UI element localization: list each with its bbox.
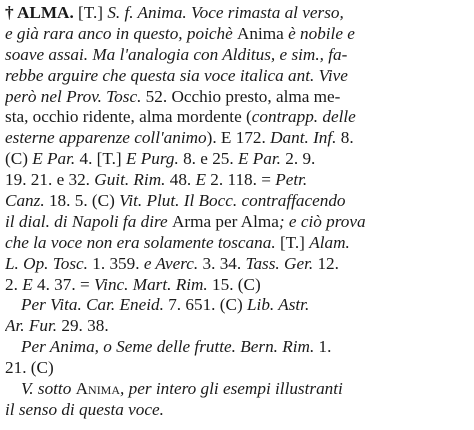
text-segment: Anima <box>237 23 284 43</box>
text-segment: 1. 359. <box>87 253 144 273</box>
entry-line <box>5 149 473 170</box>
entry-line <box>5 128 473 149</box>
text-segment: E Par. <box>237 149 281 169</box>
text-segment: 2. <box>5 274 23 294</box>
text-segment: E Purg. <box>125 149 179 169</box>
entry-line <box>5 170 473 191</box>
entry-line <box>5 212 473 233</box>
text-segment: 19. 21. e 32. <box>5 170 95 190</box>
text-segment: Vit. Plut. Il Bocc. contraffacendo <box>119 191 346 211</box>
text-segment: Anima <box>75 379 121 399</box>
text-segment: e Averc. <box>143 253 199 273</box>
text-segment: † ALMA. <box>5 3 74 22</box>
text-segment: L. Op. Tosc. <box>5 253 88 273</box>
entry-line <box>5 295 473 316</box>
entry-line <box>5 45 473 66</box>
text-segment: E <box>195 170 206 190</box>
entry-line <box>5 316 473 337</box>
text-segment: 7. 651. (C) <box>163 295 247 315</box>
text-segment: il senso di questa voce. <box>5 399 164 419</box>
text-segment: E <box>22 274 33 294</box>
text-segment: Guit. Rim. <box>94 170 166 190</box>
text-segment: Arma per Alma <box>171 211 279 231</box>
entry-line <box>5 254 473 275</box>
text-segment: 48. <box>165 170 196 190</box>
entry-line <box>5 379 473 400</box>
text-segment: E Par. <box>32 149 76 169</box>
text-segment: però nel Prov. Tosc. <box>5 86 142 106</box>
text-segment: rebbe arguire che questa sia voce italica ant. Vive <box>5 65 348 85</box>
text-segment: Dant. Inf. <box>270 128 337 148</box>
text-segment: soave assai. Ma l'analogia con Alditus, e sim., fa- <box>5 44 348 64</box>
text-segment: (C) <box>5 149 33 169</box>
text-segment: [T.] <box>275 232 310 252</box>
entry-line <box>5 107 473 128</box>
entry-line <box>5 400 473 421</box>
entry-line <box>5 337 473 358</box>
text-segment: che la voce non era solamente toscana. <box>5 232 276 252</box>
dictionary-entry <box>5 3 473 421</box>
entry-line <box>5 191 473 212</box>
text-segment: 8. <box>336 128 354 148</box>
text-segment: Per Vita. Car. Eneid. <box>21 295 164 315</box>
entry-line <box>5 275 473 296</box>
text-segment: 12. <box>313 253 339 273</box>
text-segment: Lib. Astr. <box>246 295 310 315</box>
text-segment: e già rara anco in questo, poichè <box>5 23 237 43</box>
text-segment: Petr. <box>275 170 308 190</box>
text-segment: Ar. Fur. <box>5 316 58 336</box>
text-segment: ; e ciò prova <box>278 211 366 231</box>
text-segment: esterne apparenze coll'animo <box>5 128 207 148</box>
entry-line <box>5 87 473 108</box>
text-segment: V. sotto <box>21 379 76 399</box>
text-segment: ). E 172. <box>206 128 271 148</box>
text-segment: 4. [T.] <box>75 149 126 169</box>
text-segment: 2. 118. = <box>206 170 276 190</box>
text-segment: sta, occhio ridente, alma mordente ( <box>5 107 252 127</box>
text-segment: Alam. <box>309 232 350 252</box>
text-segment: 18. 5. (C) <box>44 191 120 211</box>
text-segment: Per Anima, o Seme delle frutte. Bern. Rim. <box>21 337 315 357</box>
text-segment: 3. 34. <box>198 253 246 273</box>
text-segment: [T.] <box>73 3 108 22</box>
text-segment: 29. 38. <box>57 316 109 336</box>
text-segment: , per intero gli esempi illustranti <box>120 379 343 399</box>
text-segment: 1. <box>314 337 332 357</box>
text-segment: 52. Occhio presto, alma me- <box>141 86 341 106</box>
entry-line <box>5 24 473 45</box>
text-segment: il dial. di Napoli fa dire <box>5 211 172 231</box>
entry-line <box>5 66 473 87</box>
text-segment: Tass. Ger. <box>245 253 314 273</box>
text-segment: 21. (C) <box>5 358 54 378</box>
entry-line <box>5 358 473 379</box>
text-segment: 2. 9. <box>280 149 316 169</box>
text-segment: 4. 37. = <box>32 274 94 294</box>
text-segment: Vinc. Mart. Rim. <box>93 274 208 294</box>
text-segment: contrapp. delle <box>251 107 356 127</box>
entry-line <box>5 233 473 254</box>
text-segment: è nobile e <box>283 23 355 43</box>
text-segment: 8. e 25. <box>178 149 238 169</box>
entry-line <box>5 3 473 24</box>
text-segment: S. f. Anima. Voce rimasta al verso, <box>107 3 344 22</box>
text-segment: Canz. <box>5 191 45 211</box>
text-segment: 15. (C) <box>207 274 261 294</box>
